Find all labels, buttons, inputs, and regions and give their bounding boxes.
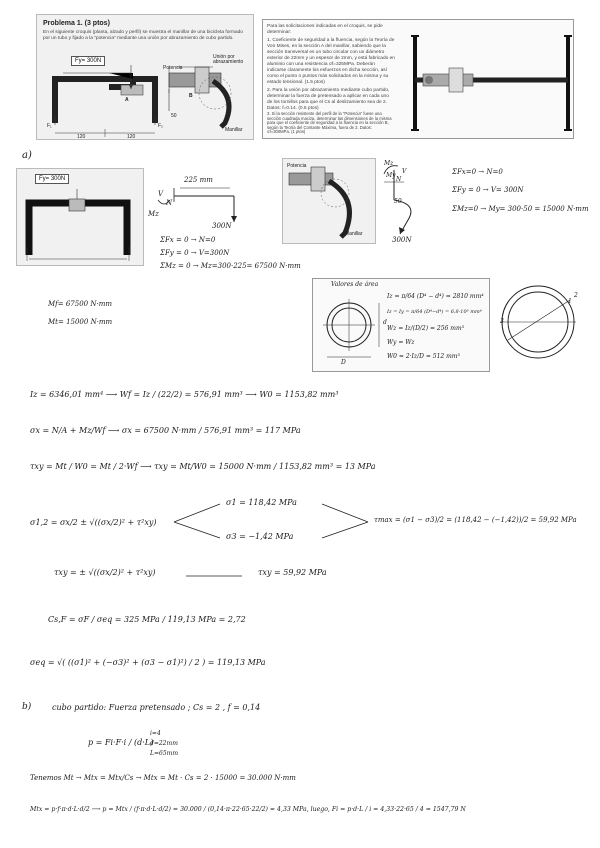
part-a-force-box: Fy= 300N xyxy=(35,174,69,184)
stem-label-manillar: Manillar xyxy=(345,231,363,237)
fbd-1 xyxy=(150,182,250,232)
section-line-2: Iz = Iy = π/64 (D⁴−d⁴) = 6.8·10³ mm⁴ xyxy=(387,309,482,315)
calc-tau-xy: τxy = Mt / W0 = Mt / 2·Wf ⟶ τxy = Mt/W0 = 15000 N·mm / 1153,82 mm³ = 13 MPa xyxy=(30,462,376,471)
section-line-5: W0 = 2·Iz/D = 512 mm³ xyxy=(387,353,460,360)
part-b-line-2: Mtx = p·f·π·d·L·d/2 ⟶ p = Mtx / (f·π·d·L·d/2) = 30.000 / (0,14·π·22·65·22/2) = 4,33 MPa, luego, Fi = p·d·L / i = 4,33·22·65 / 4 = 1547,79 N xyxy=(30,806,466,813)
eq2-line-1: ΣFx=0 → N=0 xyxy=(452,168,503,176)
label-b: B xyxy=(189,93,193,99)
part-a-figure xyxy=(16,168,144,266)
eq1-line-3: ΣMz = 0 → Mz=300·225= 67500 N·mm xyxy=(160,262,301,270)
section-dim-d: D xyxy=(341,359,346,366)
eq2-line-3: ΣMz=0 → My= 300·50 = 15000 N·mm xyxy=(452,205,589,213)
problem-title: Problema 1. (3 ptos) xyxy=(43,20,110,27)
label-a: A xyxy=(125,97,129,103)
fbd-1-v: V xyxy=(158,190,164,198)
calc-tau-max: τmax = (σ1 − σ3)/2 = (118,42 − (−1,42))/2 = 59,92 MPa xyxy=(374,516,577,524)
label-f1: F₁ xyxy=(47,123,52,129)
part-b-line-1: Tenemos Mt → Mtx = Mtx/Cs → Mtx = Mt · Cs = 2 · 15000 = 30.000 N·mm xyxy=(30,774,296,782)
dim-120-a: 120 xyxy=(77,134,86,140)
part-b-data-d: d=22mm xyxy=(150,740,178,747)
part-a-stem-figure xyxy=(282,158,376,244)
handlebar-drawing xyxy=(37,15,253,139)
moment-mf: Mf= 67500 N·mm xyxy=(48,300,112,308)
fbd-2-v: V xyxy=(402,168,407,175)
calc-tau-xy-2: τxy = ± √((σx/2)² + τ²xy) xyxy=(54,568,156,577)
fbd-2-my: My xyxy=(386,172,396,179)
part-b-label: b) xyxy=(22,702,32,712)
eq1-line-2: ΣFy = 0 → V=300N xyxy=(160,249,230,257)
fbd-1-dim: 225 mm xyxy=(184,176,213,184)
calc-sigma-x: σx = N/A + Mz/Wf ⟶ σx = 67500 N·mm / 576,91 mm³ = 117 MPa xyxy=(30,426,301,435)
statement-intro: Para las solicitaciones indicadas en el croquis, se pide determinar: xyxy=(267,24,383,35)
statement-item-3: 3. Si la sección resistente del perfil de la "Potencia" fuese una sección cuadrada maciza, determinar las dimensiones de la misma para que el coeficiente de seguridad a la fluencia en la sección B, según la Teoría del Contante Máxima, fuera de 2. Datos: σf=300MPa. (1 ptos) xyxy=(267,111,392,135)
label-f2: F₂ xyxy=(158,123,163,129)
tau-line xyxy=(186,574,246,578)
moment-mt: Mt= 15000 N·mm xyxy=(48,318,113,326)
statement-panel xyxy=(262,19,574,139)
part-b-data-i: i=4 xyxy=(150,730,161,737)
dim-120-b: 120 xyxy=(127,134,136,140)
calc-tau-xy-value: τxy = 59,92 MPa xyxy=(258,568,327,577)
dim-50: 50 xyxy=(171,113,177,119)
part-a-label: a) xyxy=(22,150,32,161)
section-ring xyxy=(317,295,387,365)
fbd-2-mz: Mz xyxy=(384,160,394,167)
section-line-4: Wy = Wz xyxy=(387,339,415,346)
calc-sigma-12: σ1,2 = σx/2 ± √((σx/2)² + τ²xy) xyxy=(30,518,157,527)
calc-sigma-1: σ1 = 118,42 MPa xyxy=(226,498,297,507)
section-line-1: Iz = π/64 (D⁴ − d⁴) = 2810 mm⁴ xyxy=(387,293,484,300)
stem-label-potencia: Potencia xyxy=(287,163,307,169)
circle-point-1: 1 xyxy=(568,298,572,305)
problem-text: En el siguiente croquis (planta, alzado y perfil) se muestra el manillar de una bicicleta formado por un tubo y fijado a la "potencia" mediante una unión por abrazamiento de cubo partido. xyxy=(43,30,243,41)
eq2-line-2: ΣFy = 0 → V= 300N xyxy=(452,186,524,194)
fbd-2-dim: 50 xyxy=(394,198,402,205)
calc-cs: Cs,F = σF / σeq = 325 MPa / 119,13 MPa = 2,72 xyxy=(48,615,246,624)
fbd-1-mz: Mz xyxy=(148,210,159,218)
part-b-data-l: L=65mm xyxy=(150,750,179,757)
circle-point-3: 3 xyxy=(500,318,504,325)
force-box: Fy= 300N xyxy=(71,56,105,66)
fbd-1-n: N xyxy=(166,199,173,207)
section-dim-d-inner: d xyxy=(383,319,387,326)
calc-sigma-3: σ3 = −1,42 MPa xyxy=(226,532,294,541)
part-a-handlebar xyxy=(17,169,143,265)
label-manillar: Manillar xyxy=(225,127,243,133)
part-b-header: cubo partido: Fuerza pretensado ; Cs = 2 , f = 0,14 xyxy=(52,703,261,712)
section-line-3: Wz = Iz/(D/2) = 256 mm³ xyxy=(387,325,465,332)
circle-point-2: 2 xyxy=(574,292,578,299)
fbd-2-force: 300N xyxy=(392,236,412,244)
calc-iz: Iz = 6346,01 mm⁴ ⟶ Wf = Iz / (22/2) = 576,91 mm³ ⟶ W0 = 1153,82 mm³ xyxy=(30,390,339,399)
eq1-line-1: ΣFx = 0 → N=0 xyxy=(160,236,216,244)
part-b-formula: p = Fi·F·i / (d·L) xyxy=(88,738,154,747)
handlebar-3d-view xyxy=(263,20,573,138)
fbd-1-force: 300N xyxy=(212,222,232,230)
section-props-box xyxy=(312,278,490,372)
section-props-title: Valores de área xyxy=(331,281,379,288)
fbd-2-n: N xyxy=(396,176,402,183)
label-union: Unión por abrazamiento xyxy=(213,54,244,65)
calc-sigma-eq: σeq = √( ((σ1)² + (−σ3)² + (σ3 − σ1)²) / 2 ) = 119,13 MPa xyxy=(30,658,266,667)
problem-figure-panel xyxy=(36,14,254,140)
statement-item-1: 1. Coeficiente de seguridad a la fluencia, según la Teoría de Von Mises, en la sección A del manillar, sabiendo que la sección transversal es un tubo circular con un diámetro exterior de 22mm y un espesor de 2mm, y está fabricado en aluminio con una resistencia σf=325MPa. Deberán indicarse claramente los esfuerzos en dicha sección, así como el punto o puntos más solicitados en la misma y su estado tensional. (1.5 ptos) xyxy=(267,38,395,85)
stress-points-circle xyxy=(498,282,578,362)
label-potencia: Potencia xyxy=(163,65,183,71)
statement-item-2: 2. Para la unión por abrazamiento mediante cubo partido, determinar la fuerza de pretensado a aplicar en cada uno de los tornillos para que el Cs al deslizamiento sea de 2. Datos: f=0.14. (0.5 ptos) xyxy=(267,88,390,111)
